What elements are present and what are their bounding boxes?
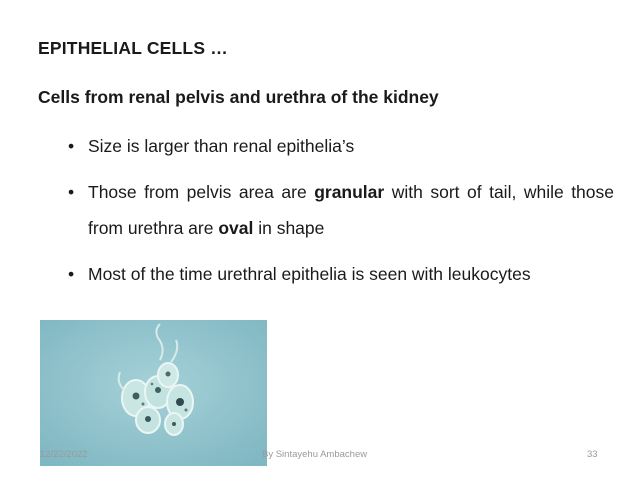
bullet-glyph: • [68, 182, 75, 202]
bullet-bold-oval: oval [218, 218, 254, 238]
bullet-text-pre: Those from pelvis area are [88, 182, 315, 202]
footer-date: 12/22/2022 [40, 449, 88, 460]
bullet-item [66, 174, 614, 246]
bullet-glyph: • [68, 136, 75, 156]
bullet-glyph: • [68, 264, 75, 284]
bullet-item [66, 256, 614, 292]
bullet-item [66, 128, 614, 164]
bullet-text-mid: with sort of tail, while those from urethra are [88, 182, 615, 238]
bullet-bold-granular: granular [314, 182, 385, 202]
bullet-list [66, 128, 614, 302]
microscopy-illustration [40, 320, 267, 466]
microscopy-image [40, 320, 267, 466]
slide-subtitle: Cells from renal pelvis and urethra of the kidney [38, 87, 439, 107]
bullet-text-post: in shape [253, 218, 325, 238]
bullet-text: Size is larger than renal epithelia’s [88, 136, 355, 156]
footer-author: By Sintayehu Ambachew [262, 449, 368, 460]
footer-page-number: 33 [587, 449, 598, 460]
bullet-text: Most of the time urethral epithelia is seen with leukocytes [88, 264, 531, 284]
slide-title: EPITHELIAL CELLS … [38, 38, 228, 58]
